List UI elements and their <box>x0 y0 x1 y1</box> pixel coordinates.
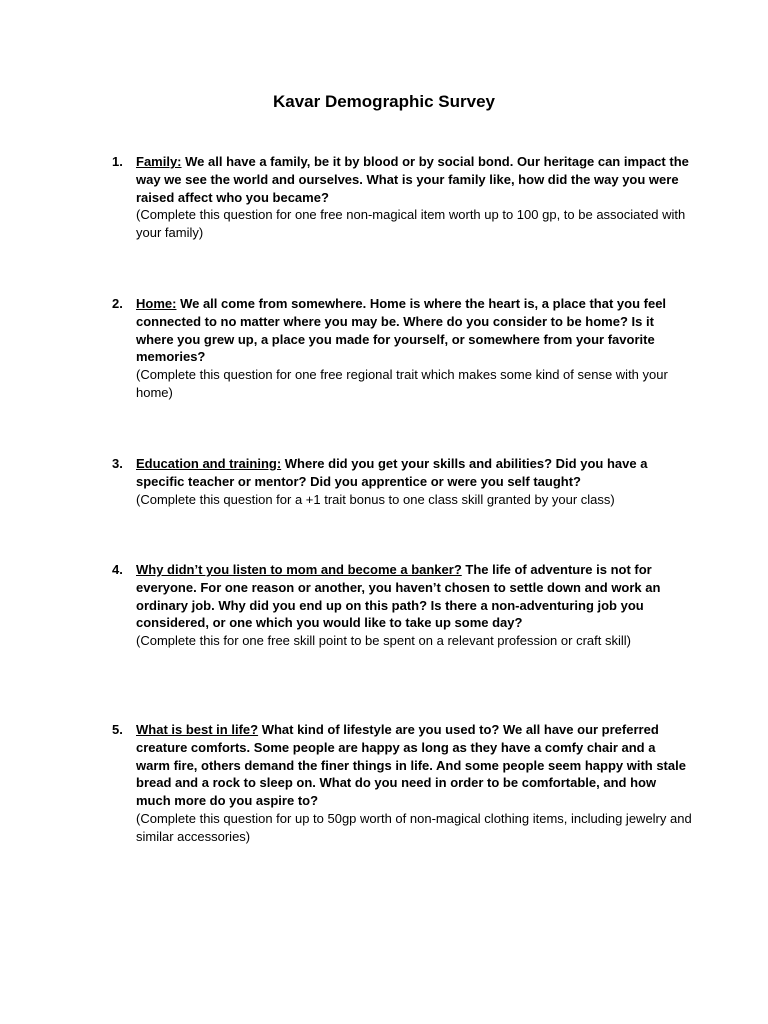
survey-question-3 <box>112 455 692 508</box>
survey-question-4 <box>112 561 692 650</box>
question-prompt: What kind of lifestyle are you used to? We all have our preferred creature comforts. Some people are happy as long as they have a comfy chair and a warm fire, others demand the finer things in life. And some people seem happy with stale bread and a rock to sleep on. What do you need in order to be comfortable, and how much more do you aspire to? <box>136 722 686 809</box>
question-number: 2. <box>112 296 123 311</box>
question-prompt: We all come from somewhere. Home is where the heart is, a place that you feel connected to no matter where you may be. Where do you consider to be home? Is it where you grew up, a place you made for yourself, or somewhere from your favorite memories? <box>136 296 667 365</box>
question-number: 1. <box>112 154 123 169</box>
question-number: 3. <box>112 456 123 471</box>
question-heading: What is best in life? <box>136 722 259 737</box>
question-heading: Home: <box>136 296 177 311</box>
question-note: (Complete this question for a +1 trait bonus to one class skill granted by your class) <box>136 491 615 507</box>
question-heading: Why didn’t you listen to mom and become a banker? <box>136 562 462 577</box>
survey-question-5 <box>112 721 692 846</box>
survey-question-2 <box>112 295 692 402</box>
question-heading: Family: <box>136 154 182 169</box>
question-note: (Complete this question for one free non-magical item worth up to 100 gp, to be associated with your family) <box>136 207 686 241</box>
question-prompt: Where did you get your skills and abilities? Did you have a specific teacher or mentor? Did you apprentice or were you self taught? <box>136 456 648 489</box>
question-heading: Education and training: <box>136 456 282 471</box>
question-number: 4. <box>112 562 123 577</box>
question-note: (Complete this for one free skill point to be spent on a relevant profession or craft skill) <box>136 633 631 649</box>
question-prompt: The life of adventure is not for everyone. For one reason or another, you haven’t chosen to settle down and work an ordinary job. Why did you end up on this path? Is there a non-adventuring job you considered, or one which you would like to take up some day? <box>136 562 661 631</box>
page-title: Kavar Demographic Survey <box>272 92 496 111</box>
survey-question-1 <box>112 153 692 242</box>
question-prompt: We all have a family, be it by blood or by social bond. Our heritage can impact the way we see the world and ourselves. What is your family like, how did the way you were raised affect who you became? <box>136 154 689 205</box>
question-note: (Complete this question for one free regional trait which makes some kind of sense with your home) <box>136 367 668 400</box>
question-note: (Complete this question for up to 50gp worth of non-magical clothing items, including jewelry and similar accessories) <box>136 810 692 844</box>
question-number: 5. <box>112 722 123 737</box>
